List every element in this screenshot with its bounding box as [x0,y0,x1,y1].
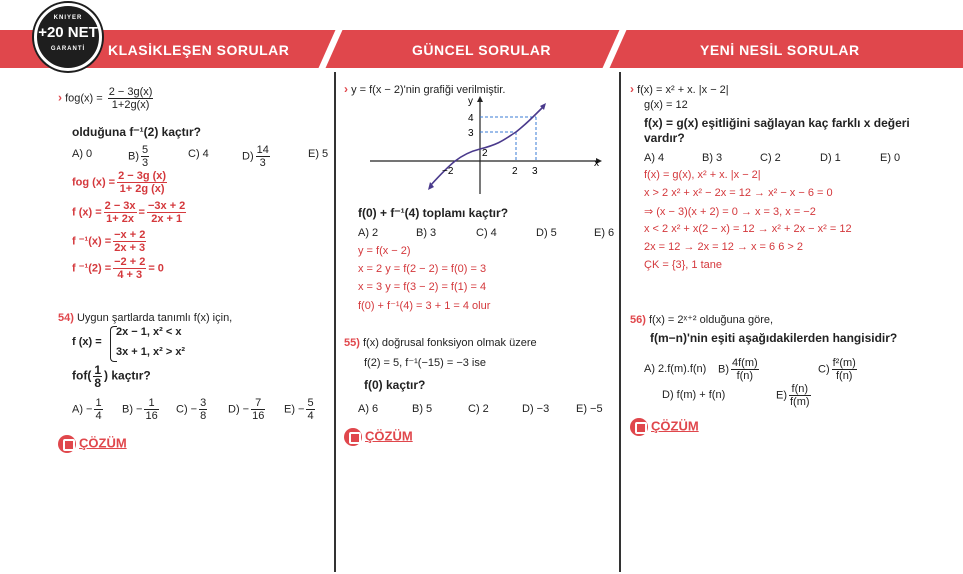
solution-text: = 0 [148,262,164,275]
solution-line: f(x) = g(x), x² + x. |x − 2| [644,169,761,181]
numerator: −2 + 2 [114,256,146,268]
fraction [306,397,314,422]
solution-line: f(0) + f⁻¹(4) = 3 + 1 = 4 olur [358,300,491,312]
q56-option-e[interactable] [776,383,813,408]
option-label: B) [128,150,139,163]
numerator: 3 [200,397,207,409]
numerator: 7 [255,397,262,409]
denominator: f(m) [790,396,810,408]
graph-option-e[interactable]: E) 6 [594,227,615,239]
fraction [147,200,186,225]
q1-option-b[interactable] [128,144,151,169]
abs-option-a[interactable]: A) 4 [644,152,665,164]
numerator: 5 [142,144,149,156]
question-number: 56) [630,314,646,326]
header-classic-questions: KLASİKLEŞEN SORULAR [108,42,290,58]
question-56-intro [630,313,773,326]
denominator: 4 + 3 [113,268,146,281]
badge-main-text: +20 NET [38,24,98,41]
question-text: f(x) doğrusal fonksiyon olmak üzere [362,337,537,349]
solution-line [72,229,148,254]
fraction [144,397,158,422]
y-tick-label: 4 [468,113,474,124]
denominator: f(n) [731,369,759,382]
net-guarantee-badge [34,3,102,71]
numerator: 1 [94,363,102,377]
option-label: E) − [284,403,305,416]
question-abs-line2: g(x) = 12 [644,99,688,111]
fraction [108,86,154,111]
solution-line: ÇK = {3}, 1 tane [644,259,722,271]
solution-line [72,170,169,195]
solution-line [72,200,188,225]
solution-line [72,256,164,281]
x-axis-label: x [594,158,599,169]
solution-label: ÇÖZÜM [365,428,413,444]
y-axis-arrow [477,96,483,102]
q55-option-d[interactable]: D) −3 [522,403,550,415]
badge-bottom-text: GARANTİ [50,46,86,52]
column-divider [619,72,621,572]
header-current-questions: GÜNCEL SORULAR [412,42,551,58]
question-55-intro [344,337,537,349]
solution-icon [630,418,648,436]
solution-text: f ⁻¹(x) = [72,235,112,248]
solution-icon [344,428,362,446]
question-54-text: fof( $\frac{1}{8}$ ) kaçtır? [72,363,151,390]
numerator: 2 − 3g (x) [118,170,167,182]
solution-line: x < 2 x² + x(2 − x) = 12 → x² + 2x − x² = 12 [644,223,852,235]
solution-text: fog (x) = [72,176,116,189]
solution-text: = [138,206,145,219]
fraction [832,357,857,382]
piecewise-fx-label: f (x) = [72,336,102,348]
option-label: A) − [72,403,93,416]
option-label: C) − [176,403,198,416]
denominator: f(n) [832,369,857,382]
denominator: 3 [142,157,149,169]
question-text: fof [72,368,88,383]
q55-option-c[interactable]: C) 2 [468,403,489,415]
q56-option-c[interactable] [818,357,859,382]
option-label: D) [242,150,254,163]
bullet-arrow-icon: › [58,90,62,105]
question-55-text: f(0) kaçtır? [364,378,426,392]
solution-text: f (x) = [72,206,102,219]
abs-option-b[interactable]: B) 3 [702,152,723,164]
fog-label: fog(x) = [65,92,103,105]
function-graph [370,94,610,196]
q1-option-e[interactable]: E) 5 [308,148,329,160]
question-text: y = f(x − 2)'nin grafiği verilmiştir. [351,84,506,96]
solution-link[interactable] [58,435,127,453]
graph-option-c[interactable]: C) 4 [476,227,497,239]
q1-option-c[interactable]: C) 4 [188,148,209,160]
q56-option-d[interactable]: D) f(m) + f(n) [662,389,726,401]
graph-option-d[interactable]: D) 5 [536,227,557,239]
denominator: 8 [200,410,207,422]
question-number: 55) [344,337,360,349]
q55-option-a[interactable]: A) 6 [358,403,379,415]
q55-option-e[interactable]: E) −5 [576,403,603,415]
question-abs-line1 [630,82,729,96]
graph-option-a[interactable]: A) 2 [358,227,379,239]
column-divider [334,72,336,572]
fraction [93,364,102,389]
piecewise-case-2: 3x + 1, x² > x² [116,346,186,358]
option-label: E) [776,389,787,402]
fraction [251,397,265,422]
q55-option-b[interactable]: B) 5 [412,403,433,415]
numerator: 2 − 3g(x) [108,86,153,98]
question-text: kaçtır? [111,368,151,383]
fraction [117,170,167,195]
fraction [141,144,149,169]
numerator: 2 − 3x [104,200,136,212]
solution-icon [58,435,76,453]
question-54-intro [58,312,232,324]
q1-option-d[interactable] [242,144,272,169]
solution-link[interactable] [344,428,413,446]
denominator: 16 [252,410,265,422]
x-tick-label: 2 [512,166,518,177]
question-graph-text: f(0) + f⁻¹(4) toplamı kaçtır? [358,206,509,220]
solution-label: ÇÖZÜM [651,418,699,434]
question-text: Uygun şartlarda tanımlı f(x) için, [76,312,233,324]
fraction [199,397,207,422]
denominator: 1+ 2g (x) [117,182,167,195]
bullet-arrow-icon: › [630,82,634,96]
denominator: 8 [94,376,102,390]
y-axis-label: y [468,96,473,107]
numerator: f²(m) [832,357,856,369]
q1-option-a[interactable]: A) 0 [72,148,93,160]
fraction [94,397,102,422]
question-56-text: f(m−n)'nin eşiti aşağıdakilerden hangisidir? [650,331,898,345]
denominator: 4 [95,410,102,422]
numerator: 4f(m) [732,357,758,369]
numerator: 5 [307,397,314,409]
option-label: C) [818,363,830,376]
solution-line: x > 2 x² + x² − 2x = 12 → x² − x − 6 = 0 [644,187,833,199]
numerator: −x + 2 [114,229,146,241]
denominator: 2x + 3 [114,242,146,254]
solution-line: x = 3 y = f(3 − 2) = f(1) = 4 [358,281,487,293]
question-1-expression [58,86,155,111]
numerator: 1 [148,397,155,409]
abs-option-e[interactable]: E) 0 [880,152,901,164]
abs-option-d[interactable]: D) 1 [820,152,841,164]
denominator: 4 [307,410,314,422]
numerator: 1 [95,397,102,409]
numerator: f(n) [791,383,809,395]
option-label: B) [718,363,729,376]
question-abs-text: f(x) = g(x) eşitliğini sağlayan kaç farklı x değeri [644,116,910,130]
abs-option-c[interactable]: C) 2 [760,152,781,164]
q54-option-c[interactable] [176,397,209,422]
solution-link[interactable] [630,418,699,436]
solution-text: f ⁻¹(2) = [72,262,112,275]
solution-line: y = f(x − 2) [358,245,411,257]
fraction [104,200,137,225]
question-text: f(x) = 2ˣ⁺² olduğuna göre, [648,314,774,326]
badge-top-text: KNIYER [53,15,83,21]
question-text: f(x) = x² + x. |x − 2| [637,84,729,96]
graph-option-b[interactable]: B) 3 [416,227,437,239]
y-tick-label: 3 [468,128,474,139]
option-label: B) − [122,403,143,416]
q54-option-a[interactable] [72,397,105,422]
x-tick-label: 3 [532,166,538,177]
question-number: 54) [58,312,74,324]
bullet-arrow-icon: › [344,82,348,96]
fraction [113,256,146,281]
q56-option-a[interactable]: A) 2.f(m).f(n) [644,363,707,375]
fraction [789,383,811,408]
question-abs-text: vardır? [644,131,685,145]
numerator: −3x + 2 [147,200,186,212]
solution-line: 2x = 12 → 2x = 12 → x = 6 6 > 2 [644,241,803,253]
q54-option-b[interactable] [122,397,161,422]
q56-option-b[interactable] [718,357,761,382]
question-55-condition: f(2) = 5, f⁻¹(−15) = −3 ise [364,357,486,369]
q54-option-e[interactable] [284,397,317,422]
denominator: 3 [256,156,270,169]
fraction [113,229,146,254]
solution-line: ⇒ (x − 3)(x + 2) = 0 → x = 3, x = −2 [644,206,816,218]
denominator: 16 [145,410,158,422]
fraction [256,144,270,169]
y-tick-label: 2 [482,148,488,159]
numerator: 14 [256,144,269,156]
question-1-text: olduğuna f⁻¹(2) kaçtır? [72,125,201,139]
denominator: 1+2g(x) [108,98,154,111]
q54-option-d[interactable] [228,397,267,422]
option-label: D) − [228,403,250,416]
header-new-gen-questions: YENİ NESİL SORULAR [700,42,860,58]
denominator: 2x + 1 [147,212,186,225]
fraction [731,357,759,382]
solution-label: ÇÖZÜM [79,435,127,451]
x-tick-label: −2 [442,166,454,177]
solution-line: x = 2 y = f(2 − 2) = f(0) = 3 [358,263,487,275]
denominator: 1+ 2x [104,212,137,225]
piecewise-case-1: 2x − 1, x² < x [116,326,182,338]
